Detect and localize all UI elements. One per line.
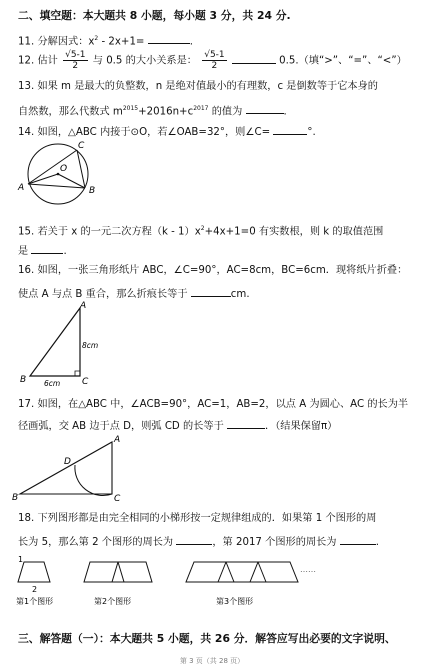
svg-text:……: …… (300, 565, 316, 574)
q11-answer-blank[interactable] (148, 33, 190, 44)
q16-label-a: A (80, 301, 87, 311)
q17-arc-figure (12, 432, 122, 502)
q17-label-b: B (12, 493, 19, 503)
question-14: 14. 如图，△ABC 内接于⊙O，若∠OAB=32°，则∠C= °. (18, 124, 316, 140)
page-footer: 第 3 页（共 28 页） (179, 657, 245, 665)
q16-label-b: B (20, 375, 27, 385)
q14-number: 14. (18, 127, 35, 138)
section-3-title: 三、解答题（一）：本大题共 5 小题，共 26 分．解答应写出必要的文字说明、 (18, 632, 396, 645)
q14-label-b: B (89, 186, 96, 196)
q17-line-2: 径画弧，交 AB 边于点 D，则弧 CD 的长等于 ．（结果保留π） (18, 418, 337, 434)
q18-line-1: 18. 下列图形都是由完全相同的小梯形按一定规律组成的．如果第 1 个图形的周 (18, 513, 377, 524)
section-2-title: 二、填空题：本大题共 8 小题，每小题 3 分，共 24 分. (18, 9, 291, 22)
question-12 (18, 50, 407, 73)
q11-text2: - 2x+1= (98, 36, 145, 48)
q14-label-o: O (60, 164, 68, 174)
q14-answer-blank[interactable] (273, 124, 307, 135)
q18-dim-2: 2 (32, 585, 38, 594)
q18-fig2-caption: 第2个图形 (94, 597, 132, 606)
q15-exponent: 2 (200, 225, 205, 232)
q17-answer-blank[interactable] (227, 418, 265, 429)
q12-fraction-2: $\frac{√5-1}{2}$ (204, 50, 225, 71)
q15-line-1: 15. 若关于 x 的一元二次方程$(k - 1)x^2+4x+1=0$ 有实数根，则 k 的取值范围 (18, 225, 384, 238)
q11-exponent: 2 (94, 35, 99, 42)
q12-text2: 与 0.5 的大小关系是： (92, 55, 197, 67)
q12-text3: 0.5.（填“>”、“=”、“<”） (279, 55, 407, 67)
q16-triangle-figure (14, 300, 104, 390)
q18-answer-blank-1[interactable] (176, 534, 212, 545)
q17-label-c: C (114, 494, 121, 504)
q17-line-1: 17. 如图，在△ABC 中，∠ACB=90°，AC=1，AB=2，以点 A 为圆心、AC 的长为半 (18, 399, 409, 410)
q16-answer-blank[interactable] (191, 286, 231, 297)
q14-label-c: C (78, 141, 85, 151)
q16-label-ac: 8cm (82, 341, 99, 350)
q15-answer-blank[interactable] (31, 243, 63, 254)
q17-label-d: D (64, 457, 71, 467)
q14-circle-figure (16, 140, 102, 208)
q17-label-a: A (114, 435, 121, 445)
q16-label-bc: 6cm (44, 379, 61, 388)
q11-text: 分解因式：x (37, 36, 95, 48)
q13-exponent-1: 2015 (122, 105, 139, 112)
q15-line-2: 是 . (18, 243, 67, 259)
q12-number: 12. (18, 55, 35, 67)
q16-label-c: C (82, 377, 89, 387)
question-11: 11. 分解因式：$x^2 - 2x+1=$ . (18, 35, 193, 48)
q18-answer-blank-2[interactable] (340, 534, 376, 545)
q16-line-1: 16. 如图，一张三角形纸片 ABC，∠C=90°，AC=8cm，BC=6cm．现将纸片折叠： (18, 265, 408, 276)
q14-label-a: A (18, 183, 25, 193)
q12-text1: 估计 (37, 55, 58, 67)
q13-line-2: 自然数，那么代数式 $m^{2015}+2016n+c^{2017}$ 的值为 . (18, 105, 287, 118)
q13-line-1: 13. 如果 m 是最大的负整数，n 是绝对值最小的有理数，c 是倒数等于它本身的 (18, 81, 378, 92)
q18-fig1-caption: 第1个图形 (16, 597, 54, 606)
q18-fig3-caption: 第3个图形 (216, 597, 254, 606)
q12-fraction: $\frac{√5-1}{2}$ (65, 50, 86, 71)
q18-dim-1: 1 (18, 555, 24, 564)
q14-text: 如图，△ABC 内接于⊙O，若∠OAB=32°，则∠C= (37, 127, 271, 138)
q16-line-2: 使点 A 与点 B 重合，那么折痕长等于 cm. (18, 286, 250, 302)
q18-line-2: 长为 5，那么第 2 个图形的周长为 ，第 2017 个图形的周长为 . (18, 534, 379, 550)
q12-answer-blank[interactable] (232, 53, 276, 64)
q13-exponent-2: 2017 (193, 105, 209, 112)
q13-answer-blank[interactable] (246, 103, 284, 114)
q18-trapezoid-figures (10, 550, 314, 608)
q11-number: 11. (18, 36, 35, 48)
